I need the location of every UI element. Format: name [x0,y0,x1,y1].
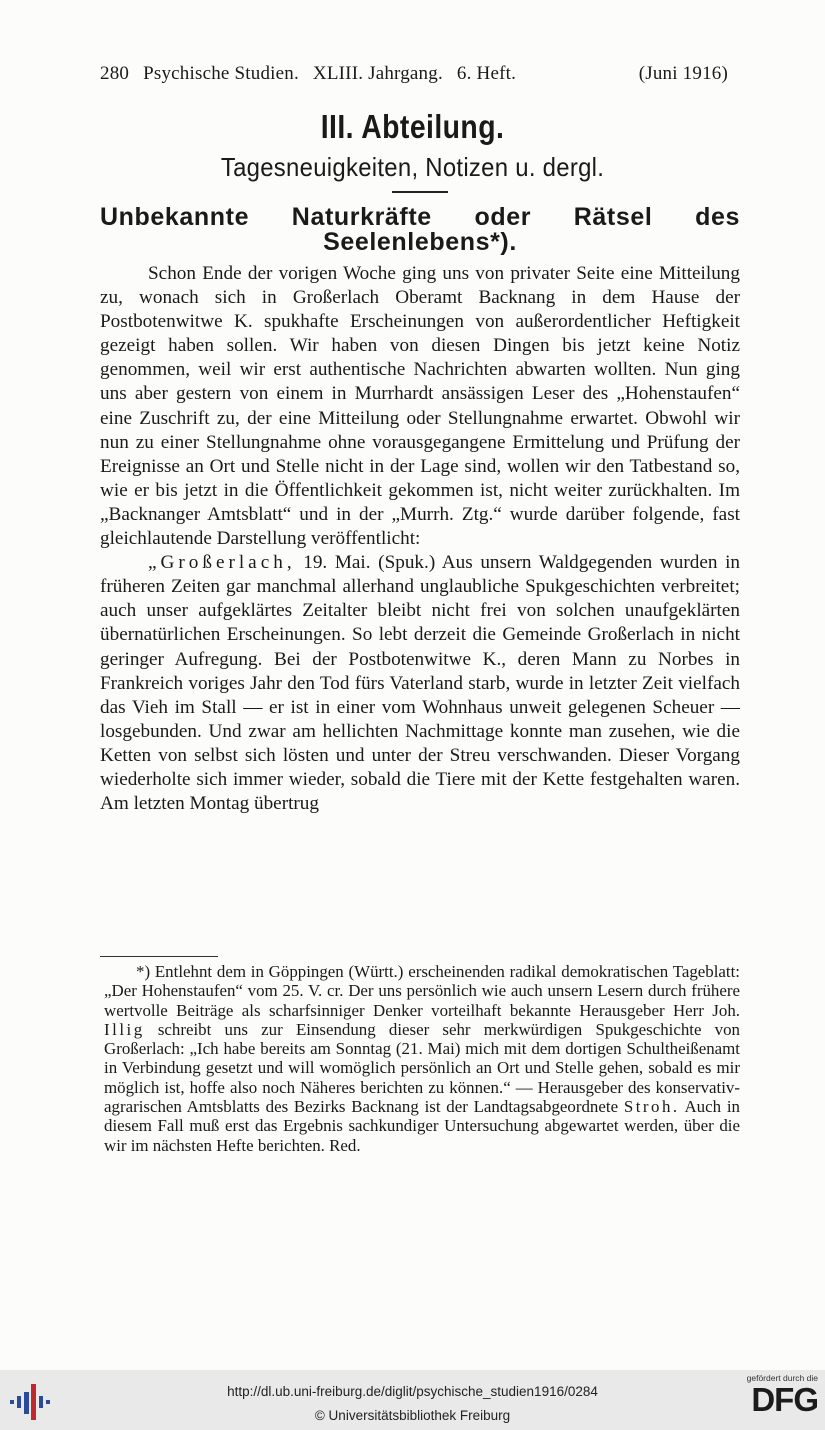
footnote-text: Auch in diesem Fall muß erst das Ergebnis sachkundiger Untersuchung abgewartet werden, über die wir im nächsten Hefte berichten. Red. [104,1097,740,1155]
footnote-paragraph [104,962,740,1155]
quoted-paragraph [100,551,740,816]
footnote [104,962,740,1155]
article-body [100,262,740,816]
paragraph: Schon Ende der vorigen Woche ging uns von privater Seite eine Mitteilung zu, wonach sich in Großerlach Oberamt Backnang in dem Hause der Postbotenwitwe K. spukhafte Erscheinungen von außerordentlicher Heftigkeit gezeigt haben sollen. Wir haben von diesen Dingen bis jetzt keine Notiz genommen, weil wir erst authentische Nachrichten abwarten wollten. Nun ging uns aber gestern von einem in Murrhardt ansässigen Leser des „Hohenstaufen“ eine Zuschrift zu, der eine Mitteilung oder Stellungnahme erwartet. Obwohl wir nun zu einer Stellungnahme ohne vorausgegangene Ermittelung und Prüfung der Ereignisse an Ort und Stelle nicht in der Lage sind, wollen wir den Tatbestand so, wie er bis jetzt in die Öffentlichkeit gekommen ist, nicht weiter zurückhalten. Im „Backnanger Amtsblatt“ und in der „Murrh. Ztg.“ wurde darüber folgende, fast gleichlautende Darstellung veröffentlicht: [100,263,740,550]
journal-name: Psychische Studien. [143,63,299,84]
footnote-name: Illig [104,1019,145,1039]
dfg-wordmark: DFG [751,1381,818,1418]
divider [392,191,448,193]
volume: XLIII. Jahrgang. [312,63,443,84]
title-word: des [695,203,740,231]
article-title-line1 [100,205,740,230]
dfg-logo [728,1373,820,1429]
footnote-name: Stroh. [623,1097,680,1117]
footnote-text: *) Entlehnt dem in Göppingen (Württ.) erscheinenden radikal demokratischen Tageblatt: „Der Hohenstaufen“ vom 25. V. cr. Der uns persönlich wie auch unsern Lesern durch frühere wertvolle Beiträge als scharfsinniger Denker vorteilhaft bekannte Herausgeber Herr Joh. [104,962,740,1020]
dfg-caption: gefördert durch die [746,1373,818,1383]
title-word: oder [474,203,532,231]
issue: 6. Heft. [456,63,517,84]
footnote-rule [100,956,218,957]
running-head [100,63,728,85]
article-title-line2: Seelenlebens*). [323,228,517,256]
title-word: Rätsel [573,203,653,231]
article-title [100,205,740,255]
running-head-left [100,63,516,85]
dateline-place: „Großerlach, [148,552,296,574]
permalink[interactable]: http://dl.ub.uni-freiburg.de/diglit/psychische_studien1916/0284 [227,1384,598,1399]
section-title: III. Abteilung. [320,108,505,145]
section-subtitle: Tagesneuigkeiten, Notizen u. dergl. [220,152,605,182]
issue-date: (Juni 1916) [638,63,728,84]
page-number: 280 [100,63,130,84]
title-word: Naturkräfte [291,203,432,231]
footnote-text: schreibt uns zur Einsendung dieser sehr merkwürdigen Spukgeschichte von Großerlach: „Ich habe bereits am Sonntag (21. Mai) mich mit dem dortigen Schultheißenamt in Verbindung gesetzt und will womöglich persönlich an Ort und Stelle gehen, sobald es mir möglich ist, hoffe also noch Näheres berichten zu können.“ — Herausgeber des konservativ-agrarischen Amtsblatts des Bezirks Backnang ist der Landtagsabgeordnete [104,1019,740,1117]
copyright: © Universitätsbibliothek Freiburg [314,1408,511,1423]
title-word: Unbekannte [100,203,250,231]
quote-text: 19. Mai. (Spuk.) Aus unsern Waldgegenden wurden in früheren Zeiten gar manchmal allerhand unglaubliche Spukgeschichten verbreitet; auch unser aufgeklärtes Zeitalter bleibt nicht frei von solchen unaufgeklärten übernatürlichen Erscheinungen. So lebt derzeit die Gemeinde Großerlach in nicht geringer Aufregung. Bei der Postbotenwitwe K., deren Mann zu Norbes in Frankreich voriges Jahr den Tod fürs Vaterland starb, wurde in letzter Zeit vielfach das Vieh im Stall — er ist in einer vom Wohnhaus unweit gelegenen Scheuer — losgebunden. Und zwar am hellichten Nachmittage konnte man zusehen, wie die Ketten von selbst sich lösten und unter der Streu verschwanden. Dieser Vorgang wiederholte sich immer wieder, sobald die Tiere mit der Kette festgehalten waren. Am letzten Montag übertrug [100,552,740,815]
